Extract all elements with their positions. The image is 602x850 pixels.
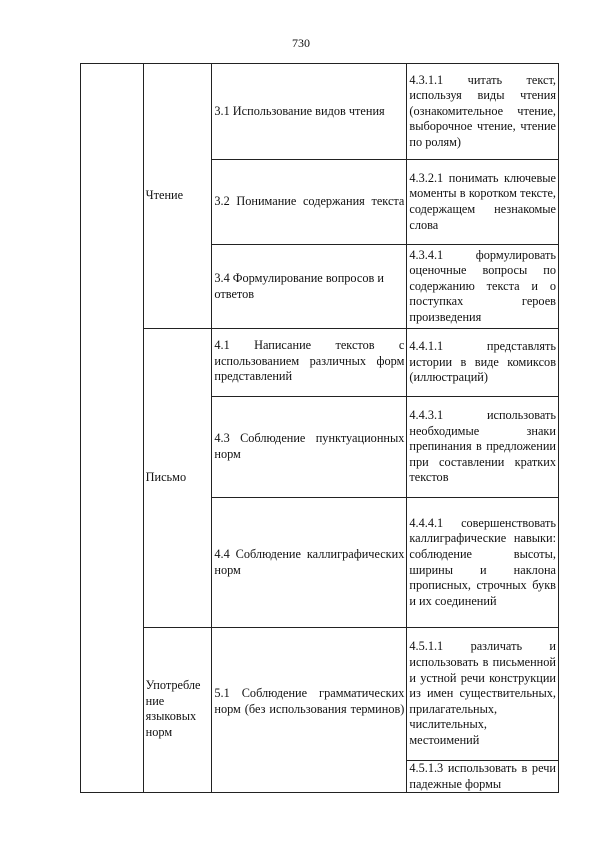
result-cell bbox=[407, 498, 559, 628]
topic-cell bbox=[212, 64, 407, 160]
topic-text: 3.4 Формулирование вопросов и ответов bbox=[214, 270, 384, 301]
section-name-cell bbox=[143, 628, 212, 793]
topic-text: 5.1 Соблюдение грамматических норм (без использования терминов) bbox=[214, 686, 405, 716]
topic-cell bbox=[212, 628, 407, 793]
result-cell bbox=[407, 64, 559, 160]
result-cell bbox=[407, 245, 559, 329]
result-text: 4.3.2.1 понимать ключевые моменты в коротком тексте, содержащем незнакомые слова bbox=[409, 170, 556, 232]
topic-cell bbox=[212, 397, 407, 498]
topic-cell bbox=[212, 245, 407, 329]
result-text: 4.5.1.3 использовать в речи падежные формы bbox=[409, 761, 556, 791]
section-name-cell bbox=[143, 64, 212, 329]
result-cell bbox=[407, 761, 559, 793]
table-row bbox=[81, 64, 559, 160]
topic-text: 4.1 Написание текстов с использованием различных форм представлений bbox=[214, 338, 405, 384]
result-cell bbox=[407, 397, 559, 498]
curriculum-table bbox=[80, 63, 559, 793]
topic-text: 4.4 Соблюдение каллиграфических норм bbox=[214, 546, 405, 577]
result-text: 4.4.1.1 представлять истории в виде комиксов (иллюстраций) bbox=[409, 339, 556, 385]
result-text: 4.4.4.1 совершенствовать каллиграфические навыки: соблюдение высоты, ширины и наклона прописных, строчных букв и их соединений bbox=[409, 515, 556, 608]
result-text: 4.3.1.1 читать текст, используя виды чтения (ознакомительное чтение, выборочное чтение, чтение по ролям) bbox=[409, 72, 556, 149]
result-text: 4.4.3.1 использовать необходимые знаки препинания в предложении при составлении кратких текстов bbox=[409, 408, 556, 485]
result-cell bbox=[407, 628, 559, 761]
topic-cell bbox=[212, 329, 407, 397]
section-name: Чтение bbox=[145, 188, 184, 203]
empty-outer-cell bbox=[81, 64, 144, 793]
section-name-cell bbox=[143, 329, 212, 628]
topic-text: 3.1 Использование видов чтения bbox=[214, 103, 385, 118]
result-text: 4.5.1.1 различать и использовать в письменной и устной речи конструкции из имен существительных, прилагательных, числительных, местоимений bbox=[409, 639, 556, 747]
topic-text: 3.2 Понимание содержания текста bbox=[214, 194, 405, 209]
topic-cell bbox=[212, 160, 407, 245]
section-name: Письмо bbox=[145, 470, 187, 485]
topic-text: 4.3 Соблюдение пунктуационных норм bbox=[214, 431, 405, 461]
result-cell bbox=[407, 329, 559, 397]
table-row bbox=[81, 628, 559, 761]
topic-cell bbox=[212, 498, 407, 628]
result-text: 4.3.4.1 формулировать оценочные вопросы по содержанию текста и о поступках героев произведения bbox=[409, 247, 556, 324]
result-cell bbox=[407, 160, 559, 245]
section-name: Употребле ние языковых норм bbox=[145, 678, 201, 739]
table-row bbox=[81, 329, 559, 397]
page-number: 730 bbox=[292, 36, 310, 50]
